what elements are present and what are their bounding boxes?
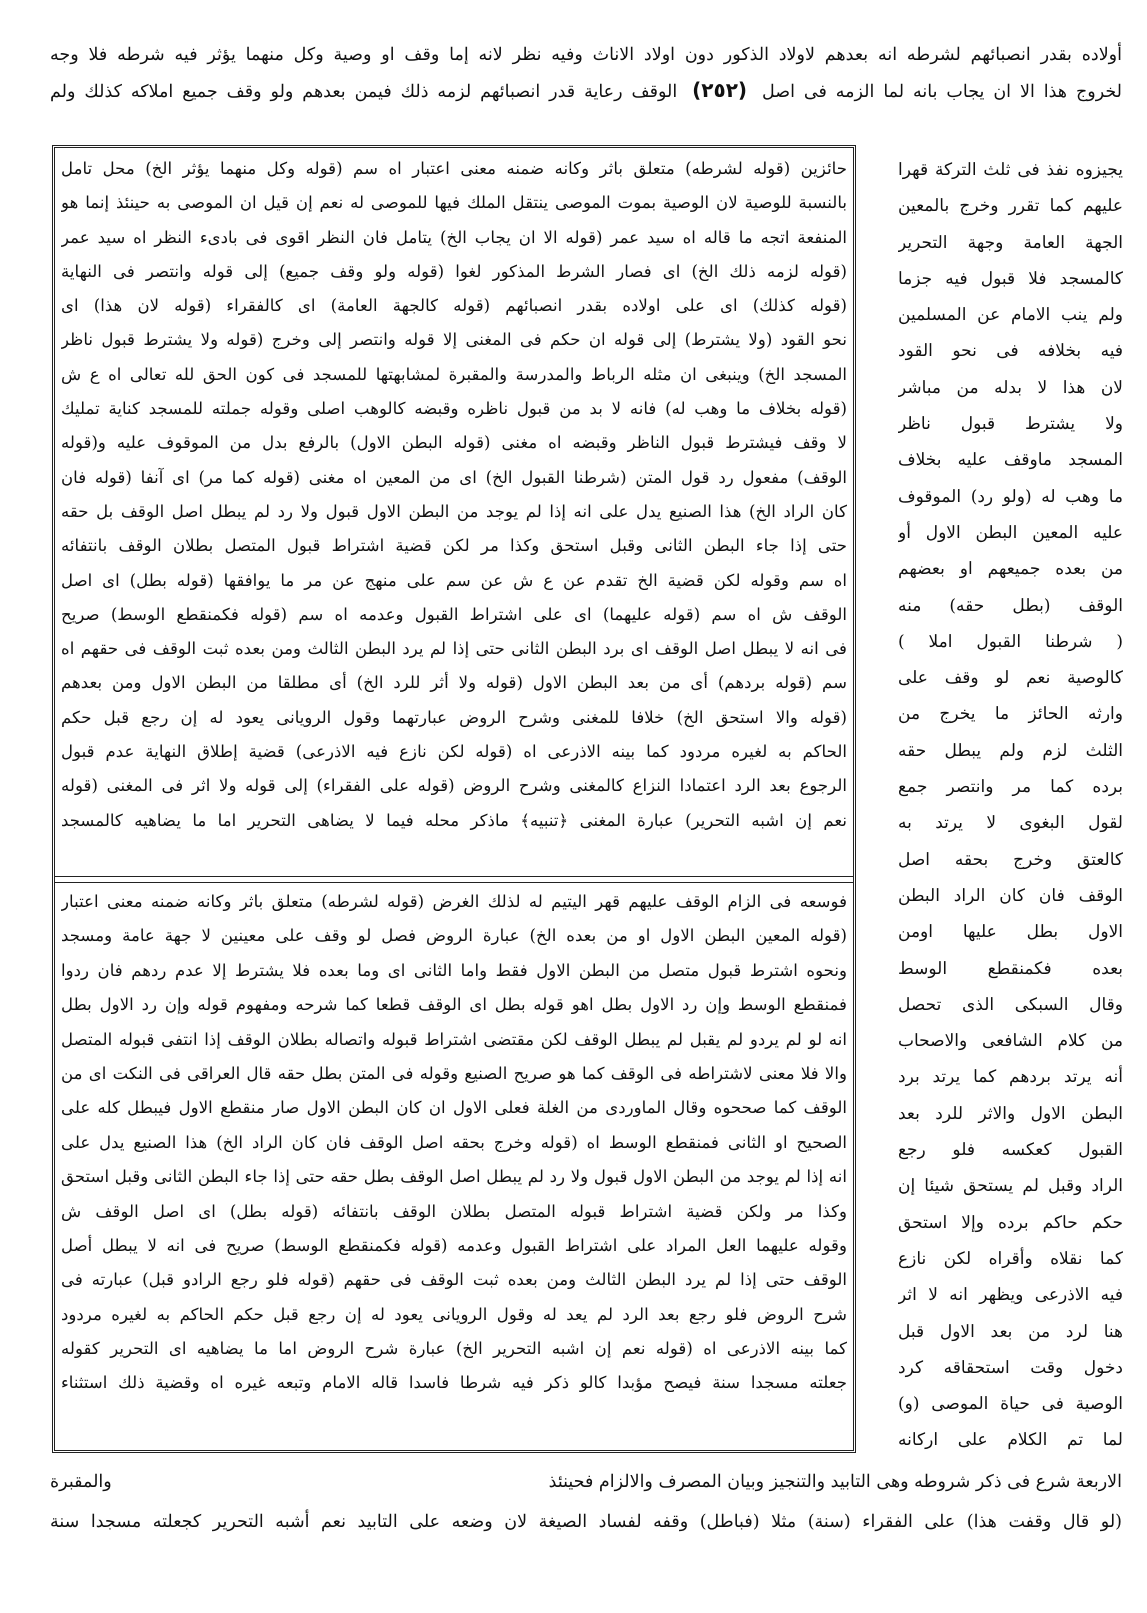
matn-line: وقال السبكى الذى تحصل <box>898 994 1123 1015</box>
matn-line: كالعتق وخرج بحقه اصل <box>898 849 1123 870</box>
commentary-line: بالنسبة للوصية لان الوصية بموت الموصى ينتقل الملك فيها للموصى له نعم إن قيل ان الموصى به حينئذ إنما هو <box>61 193 847 213</box>
page-number: (٢٥٢) <box>692 78 748 102</box>
matn-line: أنه يرتد بردهم كما يرتد برد <box>898 1067 1123 1088</box>
top-line-1: أولاده بقدر انصبائهم لشرطه انه بعدهم لاولاد الذكور دون اولاد الاناث وفيه نظر لانه إما وقف او وصية وكل منهما يؤثر فيه شرطه فلا وجه <box>50 45 1122 65</box>
commentary-line: (قوله المعين البطن الاول او من بعده الخ) عبارة الروض فصل لو وقف على معينين لا جهة عامة ومسجد <box>61 926 847 946</box>
commentary-line: كما بينه الاذرعى اه (قوله نعم إن اشبه التحرير الخ) عبارة شرح الروض اما ما يضاهيه اى التحرير كقوله <box>61 1339 847 1359</box>
commentary-line: لا وقف فيشترط قبول الناظر وقبضه اه مغنى (قوله البطن الاول) بالرفع بدل من الموقوف عليه و(قوله <box>61 433 847 453</box>
matn-line: من كلام الشافعى والاصحاب <box>898 1031 1123 1052</box>
commentary-line: حتى إذا جاء البطن الثانى وقبل استحق وكذا مر لكن قضية اشتراط قبول المتصل بطلان الوقف بانتفائه <box>61 536 847 556</box>
matn-line: الراد وقبل لم يستحق شيئا إن <box>898 1176 1123 1197</box>
matn-line: الوقف (بطل حقه) منه <box>898 595 1123 616</box>
main-text-column <box>898 152 1123 1459</box>
matn-line: لان هذا لا بدله من مباشر <box>898 377 1123 398</box>
commentary-line: اه سم وقوله لكن قضية الخ تقدم عن ع ش عن سم على منهج عن مر ما يوافقها (قوله بطل) اى اصل <box>61 570 847 590</box>
commentary-line: الحاكم به لغيره مردود كما بينه الاذرعى اه (قوله لكن نازع فيه الاذرعى) قضية إطلاق النهاية عدم قبول <box>61 742 847 762</box>
commentary-line: انه إذا لم يوجد من البطن الاول قبول ولا رد لم يبطل اصل الوقف بطل حقه حتى إذا جاء البطن الثانى وقبل استحق <box>61 1167 847 1187</box>
commentary-line: وكذا مر ولكن قضية اشتراط قبوله المتصل بطلان الوقف بانتفائه (قوله بطل) اى اصل الوقف ش <box>61 1201 847 1221</box>
matn-line: لقول البغوى لا يرتد به <box>898 813 1123 834</box>
commentary-line: الوقف ش اه سم (قوله عليهما) اى على اشتراط القبول وعدمه اه سم (قوله فكمنقطع الوسط) صريح <box>61 604 847 624</box>
matn-line: الجهة العامة وجهة التحرير <box>898 232 1123 253</box>
bottom-line-1-side: والمقبرة <box>50 1472 112 1492</box>
matn-line: ولا يشترط قبول ناظر <box>898 414 1123 435</box>
commentary-line: (قوله لزمه ذلك الخ) اى فصار الشرط المذكور لغوا (قوله ولو وقف جميع) إلى قوله وانتصر فى النهاية <box>61 261 847 281</box>
upper-commentary-box <box>61 152 847 872</box>
matn-line: لما تم الكلام على اركانه <box>898 1430 1123 1451</box>
commentary-line: المنفعة اتجه ما قاله اه سيد عمر (قوله الا ان يجاب الخ) يتامل فان النظر اقوى فى بادىء النظر اه سيد عمر <box>61 227 847 247</box>
bottom-line-2: (لو قال وقفت هذا) على الفقراء (سنة) مثلا (فباطل) وقفه لفساد الصيغة لان وضعه على التابيد نعم أشبه التحرير كجعلته مسجدا سنة <box>50 1512 1122 1532</box>
matn-line: الاول بطل عليها اومن <box>898 922 1123 943</box>
header-text-block <box>50 38 1122 108</box>
commentary-line: الوقف) مفعول رد قول المتن (شرطنا القبول الخ) اى من المعين اه مغنى (قوله كما مر) اى آنفا (قوله فان <box>61 467 847 487</box>
commentary-line: والا فلا معنى لاشتراطه فى الوقف كما هو صريح الصنيع وقوله فى المتن بطل حقه قال العراقى فى النكت اى من <box>61 1063 847 1083</box>
matn-line: البطن الاول والاثر للرد بعد <box>898 1103 1123 1124</box>
top-line-2-continuation: الوقف رعاية قدر انصبائهم لزمه ذلك فيمن بعدهم ولو وقف جميع املاكه كذلك ولم <box>50 82 678 102</box>
commentary-line: انه لو لم يردو لم يقبل لم يبطل الوقف لكن مقتضى اشتراط قبوله واتصاله بطلان الوقف إذا انتفى قبوله المتصل <box>61 1029 847 1049</box>
commentary-line: الرجوع بعد الرد اعتمادا النزاع كالمغنى وشرح الروض (قوله على الفقراء) إلى قوله ولا اثر فى المغنى (قوله <box>61 776 847 796</box>
matn-line: عليه المعين البطن الاول أو <box>898 522 1123 543</box>
matn-line: الثلث لزم ولم يبطل حقه <box>898 740 1123 761</box>
matn-line: فيه بخلافه فى نحو القود <box>898 341 1123 362</box>
bottom-line-1-main: الاربعة شرع فى ذكر شروطه وهى التابيد والتنجيز وبيان المصرف والالزام فحينئذ <box>548 1472 1122 1492</box>
matn-line: الوصية فى حياة الموصى (و) <box>898 1394 1123 1415</box>
matn-line: الوقف فان كان الراد البطن <box>898 885 1123 906</box>
commentary-line: المسجد الخ) وينبغى ان مثله الرباط والمدرسة والمقبرة لمشابهتها للمسجد فى كون الحق لله تعالى اه ع ش <box>61 364 847 384</box>
matn-line: ( شرطنا القبول املا ) <box>898 631 1123 652</box>
top-line-2-text: لخروج هذا الا ان يجاب بانه لما الزمه فى اصل <box>761 82 1122 102</box>
matn-line: كما نقلاه وأقراه لكن نازع <box>898 1248 1123 1269</box>
commentary-line: شرح الروض فلو رجع بعد الرد لم يعد له وقول الرويانى يعود له إن رجع قبل حكم الحاكم به لغيره مردود <box>61 1304 847 1324</box>
matn-line: حكم حاكم برده وإلا استحق <box>898 1212 1123 1233</box>
commentary-line: نحو القود (ولا يشترط) إلى قوله ان حكم فى المغنى إلا قوله وانتصر إلى وخرج (قوله ولا يشترط قبول ناظر <box>61 330 847 350</box>
commentary-line: فمنقطع الوسط وإن رد الاول بطل اهو قوله بطل اى الوقف قطعا كما شرحه ومفهوم قوله وإن رد الاول بطل <box>61 995 847 1015</box>
matn-line: ما وهب له (ولو رد) الموقوف <box>898 486 1123 507</box>
commentary-line: (قوله والا استحق الخ) خلافا للمغنى وشرح الروض عبارتهما وقول الرويانى يعود له إن رجع قبل حكم <box>61 707 847 727</box>
matn-line: وارثه الحائز ما يخرج من <box>898 704 1123 725</box>
commentary-line: وقوله عليهما العل المراد على اشتراط القبول وعدمه (قوله فكمنقطع الوسط) صريح فى انه لا يبطل أصل <box>61 1235 847 1255</box>
matn-line: يجيزوه نفذ فى ثلث التركة قهرا <box>898 160 1123 180</box>
matn-line: بعده فكمنقطع الوسط <box>898 958 1123 979</box>
commentary-line: سم (قوله بردهم) أى من بعد البطن الاول (قوله ولا أثر للرد الخ) أى مطلقا من البطن الاول ومن بعدهم <box>61 673 847 693</box>
matn-line: كالمسجد فلا قبول فيه جزما <box>898 268 1123 289</box>
top-line-2 <box>50 73 1122 108</box>
commentary-line: جعلته مسجدا سنة فيصح مؤبدا كالو ذكر فيه شرطا فاسدا قاله الامام وتبعه غيره اه وقضية ذلك استثناء <box>61 1373 847 1393</box>
commentary-line: الوقف حتى إذا لم يرد البطن الثالث ومن بعده ثبت الوقف فى حقهم (قوله فلو رجع الرادو قبل) عبارته فى <box>61 1270 847 1290</box>
commentary-line: كان الراد الخ) هذا الصنيع يدل على انه إذا لم يوجد من البطن الاول قبول ولا رد لم يبطل اصل الوقف بل حقه <box>61 501 847 521</box>
commentary-line: الوقف كما صححوه وقال الماوردى من الغلة فعلى الاول ان كان البطن الاول صار منقطع الاول فيبطل كله على <box>61 1098 847 1118</box>
commentary-line: نعم إن اشبه التحرير) عبارة المغنى ﴿تنبيه﴾ ماذكر محله فيما لا يضاهى التحرير اما ما يضاهيه كالمسجد <box>61 810 847 830</box>
matn-line: من بعده جميعهم او بعضهم <box>898 559 1123 580</box>
matn-line: عليهم كما تقرر وخرج بالمعين <box>898 196 1123 217</box>
matn-line: القبول كعكسه فلو رجع <box>898 1140 1123 1161</box>
matn-line: هنا لرد من بعد الاول قبل <box>898 1321 1123 1342</box>
matn-line: المسجد ماوقف عليه بخلاف <box>898 450 1123 471</box>
matn-line: دخول وقت استحقاقه كرد <box>898 1357 1123 1378</box>
commentary-line: ونحوه اشترط قبول متصل من البطن الاول فقط واما الثانى اى وما بعده فلا يشترط إلا عدم ردهم فان ردوا <box>61 960 847 980</box>
commentary-line: حائزين (قوله لشرطه) متعلق باثر وكانه ضمنه معنى اعتبار اه سم (قوله وكل منهما يؤثر الخ) محل تامل <box>61 159 847 178</box>
matn-line: فيه الاذرعى ويظهر انه لا اثر <box>898 1285 1123 1306</box>
commentary-line: فى انه لا يبطل اصل الوقف اى برد البطن الثانى حتى إذا لم يرد البطن الثالث ومن بعده ثبت الوقف فى حقهم اه <box>61 639 847 659</box>
matn-line: كالوصية نعم لو وقف على <box>898 668 1123 689</box>
commentary-line: الصحيح او الثانى فمنقطع الوسط اه (قوله وخرج بحقه اصل الوقف فان كان الراد الخ) هذا الصنيع يدل على <box>61 1132 847 1152</box>
commentary-line: (قوله كذلك) اى على اولاده بقدر انصبائهم (قوله كالجهة العامة) اى كالفقراء (قوله لان هذا) اى <box>61 296 847 316</box>
commentary-line: (قوله بخلاف ما وهب له) فانه لا بد من قبول ناظره وقبضه كالوهب اصلى وقوله جملته للمسجد كناية تمليك <box>61 399 847 419</box>
footer-text-block <box>50 1462 1122 1542</box>
lower-commentary-box <box>61 885 847 1445</box>
matn-line: برده كما مر وانتصر جمع <box>898 777 1123 798</box>
matn-line: ولم ينب الامام عن المسلمين <box>898 305 1123 326</box>
bottom-line-1 <box>50 1462 1122 1502</box>
commentary-frame <box>52 145 856 1453</box>
box-separator <box>55 876 853 883</box>
commentary-line: فوسعه فى الزام الوقف عليهم قهر اليتيم له لذلك الغرض (قوله لشرطه) متعلق باثر وكانه ضمنه معنى اعتبار <box>61 892 847 911</box>
